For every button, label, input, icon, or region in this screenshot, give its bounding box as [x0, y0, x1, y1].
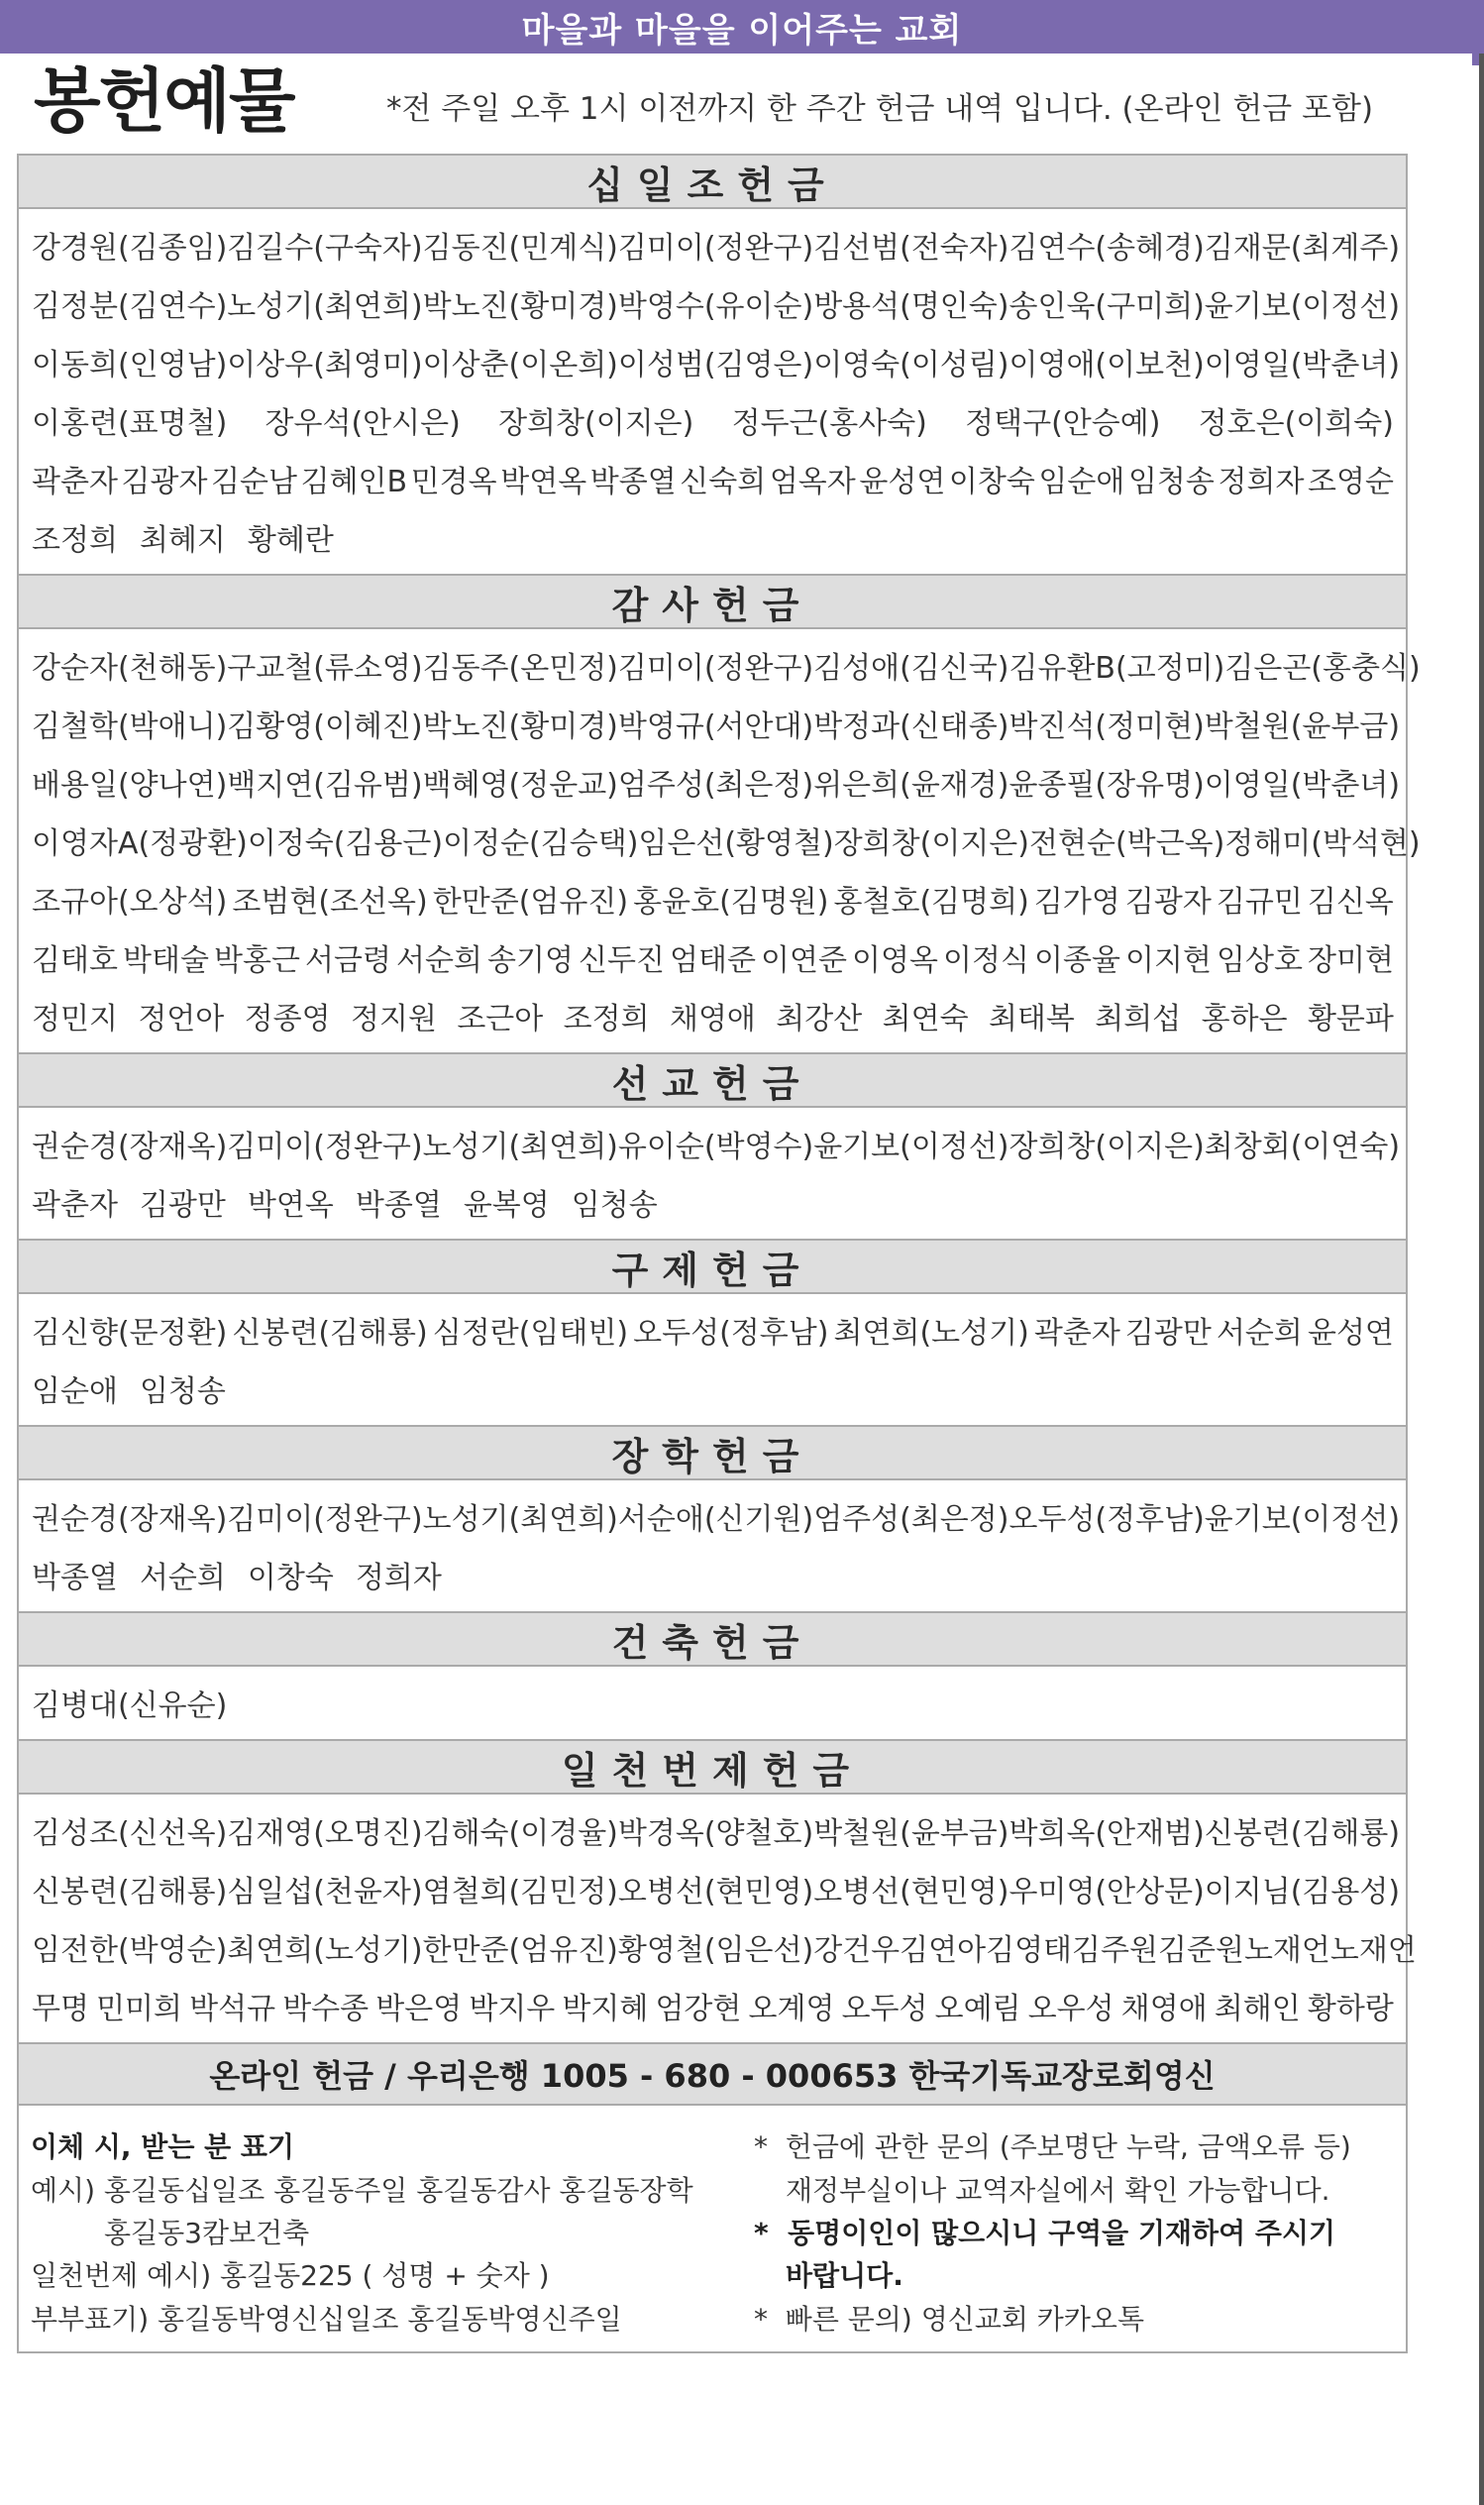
section-donor-list: [19, 1795, 1417, 2042]
donor-name: 장희창(이지은): [498, 405, 694, 441]
donor-name: 정해미(박석현): [1224, 825, 1421, 861]
donor-name: 신봉련(김해룡): [32, 1874, 228, 1909]
donor-name: 임전한(박영순): [32, 1932, 228, 1968]
donor-name: 박연옥: [500, 464, 587, 499]
donor-name: 김성애(김신국): [813, 650, 1009, 686]
donor-name: 노재언: [1329, 1932, 1417, 1968]
donor-name: 임순애: [32, 1373, 118, 1409]
donor-name: 곽춘자: [32, 464, 118, 499]
donor-name: 정희자: [1218, 464, 1305, 499]
section-title: 선교헌금: [19, 1052, 1406, 1108]
donor-name: 김광만: [1124, 1315, 1212, 1351]
donor-name: 노성기(최연희): [422, 1129, 618, 1164]
donor-name: 서금령: [305, 942, 391, 978]
donor-name: 김태호: [32, 942, 118, 978]
section-donor-list: [19, 1480, 1406, 1611]
donor-name: 노성기(최연희): [422, 1501, 618, 1537]
section-title: 감사헌금: [19, 574, 1406, 629]
donor-name: 장우석(안시은): [265, 405, 461, 441]
donor-name: 박정과(신태종): [813, 708, 1009, 744]
donor-name: 조정희: [563, 1001, 650, 1036]
donor-row: [32, 1800, 1401, 1859]
donor-name: 정호은(이희숙): [1198, 405, 1394, 441]
donor-name: 백지연(김유범): [227, 767, 423, 803]
donor-name: 박수종: [282, 1991, 370, 2026]
donor-name: 엄태준: [670, 942, 756, 978]
section-title: 십일조헌금: [19, 156, 1406, 209]
couple-label-example: 부부표기) 홍길동박영신십일조 홍길동박영신주일: [31, 2303, 622, 2336]
donor-name: 서순희: [139, 1560, 226, 1595]
donor-name: 이영일(박춘녀): [1204, 347, 1401, 382]
donor-row: [32, 1917, 1417, 1976]
donor-name: 구교철(류소영): [227, 650, 423, 686]
donor-name: 이정순(김승택): [443, 825, 639, 861]
donor-name: 김황영(이혜진): [227, 708, 423, 744]
donor-name: 채영애: [1120, 1991, 1208, 2026]
donor-name: 민미희: [96, 1991, 183, 2026]
donor-name: 박연옥: [247, 1187, 334, 1223]
donor-name: 김미이(정완구): [227, 1129, 423, 1164]
inquiry-note: * 헌금에 관한 문의 (주보명단 누락, 금액오류 등): [754, 2130, 1351, 2163]
donor-name: 최연희(노성기): [833, 1315, 1029, 1351]
donor-row: [32, 332, 1401, 390]
donor-name: 김동주(온민정): [422, 650, 618, 686]
donor-name: 신숙희: [680, 464, 767, 499]
donor-name: 박노진(황미경): [422, 708, 618, 744]
donor-name: 김재영(오명진): [227, 1815, 423, 1851]
donor-name: 임순애: [1038, 464, 1125, 499]
transfer-label-heading: 이체 시, 받는 분 표기: [31, 2130, 295, 2163]
donor-name: 박노진(황미경): [422, 288, 618, 324]
donor-name: 조범현(조선옥): [232, 884, 428, 920]
thousand-offering-example: 일천번제 예시) 홍길동225 ( 성명 + 숫자 ): [31, 2259, 550, 2292]
donor-name: 이홍련(표명철): [32, 405, 228, 441]
donor-name: 한만준(엄유진): [422, 1932, 618, 1968]
donor-name: 박지우: [469, 1991, 556, 2026]
donor-name: 박태술: [123, 942, 209, 978]
donor-name: 김광자: [121, 464, 208, 499]
donor-name: 최강산: [776, 1001, 863, 1036]
donor-name: 김미이(정완구): [617, 650, 814, 686]
donor-name: 오두성(정후남): [1008, 1501, 1205, 1537]
section-donor-list: [19, 209, 1406, 574]
donor-name: 김연수(송혜경): [1008, 230, 1205, 266]
donor-name: 신두진: [579, 942, 665, 978]
donor-name: 신봉련(김해룡): [1204, 1815, 1401, 1851]
donor-name: 박종열: [32, 1560, 118, 1595]
donor-name: 조규아(오상석): [32, 884, 228, 920]
donor-name: 최희섭: [1095, 1001, 1182, 1036]
donor-name: 박철원(윤부금): [813, 1815, 1009, 1851]
donor-name: 권순경(장재옥): [32, 1501, 228, 1537]
donor-name: 박종열: [589, 464, 677, 499]
donor-name: 곽춘자: [1033, 1315, 1120, 1351]
donor-name: 이동희(인영남): [32, 347, 228, 382]
donor-name: 전현순(박근옥): [1029, 825, 1225, 861]
donor-row: [32, 1114, 1401, 1172]
donor-name: 조정희: [32, 522, 118, 558]
kakaotalk-inquiry-note: * 빠른 문의) 영신교회 카카오톡: [754, 2303, 1145, 2336]
donor-name: 이창숙: [948, 464, 1035, 499]
donor-name: 정두근(홍사숙): [731, 405, 927, 441]
donor-name: 황혜란: [247, 522, 334, 558]
donor-name: 김광자: [1124, 884, 1212, 920]
donor-row: [32, 1486, 1401, 1545]
donor-name: 오두성(정후남): [633, 1315, 829, 1351]
donor-name: 김영태: [986, 1932, 1073, 1968]
donor-name: 김유환B(고정미): [1008, 650, 1225, 686]
donor-row: [32, 927, 1394, 986]
donor-name: 김미이(정완구): [617, 230, 814, 266]
donor-name: 강건우: [813, 1932, 901, 1968]
donor-name: 서순희: [1216, 1315, 1303, 1351]
donor-name: 김신향(문정환): [32, 1315, 228, 1351]
donor-name: 정종영: [244, 1001, 331, 1036]
section-title: 일천번제헌금: [19, 1739, 1406, 1795]
donor-name: 정민지: [32, 1001, 118, 1036]
donor-name: 송인욱(구미희): [1008, 288, 1205, 324]
donor-row: [32, 635, 1421, 694]
donor-row: [32, 1300, 1394, 1359]
donor-name: 무명: [32, 1991, 89, 2026]
donor-name: 김미이(정완구): [227, 1501, 423, 1537]
donor-name: 김신옥: [1307, 884, 1394, 920]
transfer-example-line: 홍길동3캄보건축: [104, 2217, 310, 2249]
donor-name: 송기영: [487, 942, 574, 978]
donor-name: 심일섭(천윤자): [227, 1874, 423, 1909]
donor-name: 황문파: [1307, 1001, 1394, 1036]
donor-row: [32, 694, 1401, 752]
donor-name: 김철학(박애니): [32, 708, 228, 744]
donor-name: 위은희(윤재경): [813, 767, 1009, 803]
online-offering-account: 온라인 헌금 / 우리은행 1005 - 680 - 000653 한국기독교장로회영신: [19, 2042, 1406, 2106]
donor-name: 윤기보(이정선): [1204, 1501, 1401, 1537]
donor-name: 김성조(신선옥): [32, 1815, 228, 1851]
donor-row: [32, 811, 1421, 869]
donor-name: 엄주성(최은정): [617, 767, 814, 803]
donor-name: 이영자A(정광환): [32, 825, 248, 861]
section-title: 구제헌금: [19, 1239, 1406, 1294]
donor-name: 강경원(김종임): [32, 230, 228, 266]
donor-row: [32, 507, 1394, 566]
donor-name: 김준원: [1158, 1932, 1244, 1968]
donor-name: 오예림: [934, 1991, 1021, 2026]
donor-name: 오우성: [1027, 1991, 1114, 2026]
donor-row: [32, 1976, 1394, 2034]
donor-row: [32, 1859, 1401, 1917]
donor-name: 윤복영: [463, 1187, 550, 1223]
donor-name: 임청송: [1127, 464, 1215, 499]
donor-name: 이지현: [1125, 942, 1212, 978]
donor-name: 이영애(이보천): [1008, 347, 1205, 382]
donor-row: [32, 215, 1401, 273]
donor-row: [32, 752, 1401, 811]
donor-name: 김광만: [139, 1187, 226, 1223]
donor-name: 김병대(신유순): [32, 1688, 228, 1723]
donor-name: 김순남: [211, 464, 298, 499]
donor-name: 김정분(김연수): [32, 288, 228, 324]
donor-name: 박진석(정미현): [1008, 708, 1205, 744]
donor-name: 박철원(윤부금): [1204, 708, 1401, 744]
section-title: 건축헌금: [19, 1611, 1406, 1667]
donor-row: [32, 390, 1394, 449]
donor-name: 홍철호(김명희): [833, 884, 1029, 920]
donor-name: 장희창(이지은): [1008, 1129, 1205, 1164]
donor-name: 윤성연: [859, 464, 946, 499]
donor-name: 임청송: [139, 1373, 226, 1409]
donor-name: 이연준: [761, 942, 847, 978]
donor-row: [32, 869, 1394, 927]
donor-name: 박경옥(양철호): [617, 1815, 814, 1851]
donor-name: 엄강현: [655, 1991, 742, 2026]
donor-name: 황하랑: [1307, 1991, 1394, 2026]
donor-name: 강순자(천해동): [32, 650, 228, 686]
donor-name: 심정란(임태빈): [432, 1315, 629, 1351]
donor-name: 조근아: [457, 1001, 544, 1036]
donor-name: 오계영: [748, 1991, 835, 2026]
donor-name: 윤기보(이정선): [1204, 288, 1401, 324]
donor-row: [32, 1359, 1394, 1417]
transfer-example-line: 예시) 홍길동십일조 홍길동주일 홍길동감사 홍길동장학: [31, 2174, 693, 2207]
donor-row: [32, 449, 1394, 507]
donor-name: 장희창(이지은): [833, 825, 1029, 861]
donor-name: 김규민: [1216, 884, 1303, 920]
donor-name: 황영철(임은선): [617, 1932, 814, 1968]
donor-name: 윤성연: [1307, 1315, 1394, 1351]
donor-name: 김가영: [1033, 884, 1120, 920]
donor-name: 채영애: [669, 1001, 756, 1036]
donor-name: 이성범(김영은): [617, 347, 814, 382]
donor-name: 엄옥자: [769, 464, 856, 499]
section-donor-list: [19, 1108, 1406, 1239]
page-title: 봉헌예물: [34, 60, 294, 142]
donor-name: 김선범(전숙자): [813, 230, 1009, 266]
donor-name: 오병선(현민영): [813, 1874, 1009, 1909]
donor-name: 박홍근: [214, 942, 300, 978]
donor-row: [32, 1673, 1394, 1731]
donor-name: 유이순(박영수): [617, 1129, 814, 1164]
donor-name: 노성기(최연희): [227, 288, 423, 324]
donor-name: 최해인: [1214, 1991, 1301, 2026]
donor-name: 염철희(김민정): [422, 1874, 618, 1909]
donor-name: 장미현: [1308, 942, 1394, 978]
donor-name: 백혜영(정운교): [422, 767, 618, 803]
donor-row: [32, 273, 1401, 332]
donor-name: 임은선(황영철): [638, 825, 834, 861]
donor-name: 오두성: [841, 1991, 928, 2026]
section-title: 장학헌금: [19, 1425, 1406, 1480]
donor-name: 정택구(안승예): [965, 405, 1161, 441]
donor-name: 최창회(이연숙): [1204, 1129, 1401, 1164]
donor-name: 권순경(장재옥): [32, 1129, 228, 1164]
donor-name: 박석규: [189, 1991, 276, 2026]
donor-name: 박지혜: [562, 1991, 649, 2026]
donor-name: 이종율: [1034, 942, 1120, 978]
donor-name: 김해숙(이경율): [422, 1815, 618, 1851]
donor-name: 한만준(엄유진): [432, 884, 629, 920]
donor-name: 홍윤호(김명원): [633, 884, 829, 920]
section-donor-list: [19, 1667, 1406, 1739]
donor-name: 윤종필(장유명): [1008, 767, 1205, 803]
church-motto-banner: 마을과 마을을 이어주는 교회: [0, 0, 1484, 54]
donor-name: 우미영(안상문): [1008, 1874, 1205, 1909]
donor-name: 김연아: [900, 1932, 987, 1968]
donor-name: 서순애(신기원): [617, 1501, 814, 1537]
donor-name: 최혜지: [139, 522, 226, 558]
donor-name: 오병선(현민영): [617, 1874, 814, 1909]
donor-name: 이정숙(김용근): [247, 825, 444, 861]
donor-name: 홍하은: [1201, 1001, 1288, 1036]
donor-name: 김주원: [1072, 1932, 1158, 1968]
donor-name: 김혜인B: [300, 464, 408, 499]
donor-name: 이상우(최영미): [227, 347, 423, 382]
offering-period-note: *전 주일 오후 1시 이전까지 한 주간 헌금 내역 입니다. (온라인 헌금 포함): [386, 91, 1374, 127]
donor-name: 박영수(유이순): [617, 288, 814, 324]
donor-name: 최태복: [988, 1001, 1075, 1036]
donor-name: 조영순: [1308, 464, 1394, 499]
donor-name: 배용일(양나연): [32, 767, 228, 803]
donor-name: 노재언: [1243, 1932, 1330, 1968]
donor-name: 임청송: [571, 1187, 658, 1223]
online-offering-info: [19, 2106, 1406, 2351]
page-edge-border: [1479, 54, 1484, 2505]
donor-name: 이지님(김용성): [1204, 1874, 1401, 1909]
donor-name: 최연희(노성기): [227, 1932, 423, 1968]
donor-name: 박종열: [355, 1187, 442, 1223]
donor-name: 엄주성(최은정): [813, 1501, 1009, 1537]
donor-name: 정희자: [355, 1560, 442, 1595]
donor-name: 이창숙: [247, 1560, 334, 1595]
donor-name: 김동진(민계식): [422, 230, 618, 266]
donor-row: [32, 1545, 1394, 1603]
donor-name: 이영숙(이성림): [813, 347, 1009, 382]
donor-name: 곽춘자: [32, 1187, 118, 1223]
donor-name: 이영일(박춘녀): [1204, 767, 1401, 803]
donor-row: [32, 986, 1394, 1044]
donor-row: [32, 1172, 1394, 1231]
donor-name: 박은영: [375, 1991, 463, 2026]
donor-name: 신봉련(김해룡): [232, 1315, 428, 1351]
donor-name: 이상춘(이온희): [422, 347, 618, 382]
offering-sections: [19, 156, 1421, 2042]
offering-table: [17, 154, 1421, 2353]
donor-name: 김길수(구숙자): [227, 230, 423, 266]
donor-name: 윤기보(이정선): [813, 1129, 1009, 1164]
donor-name: 정지원: [350, 1001, 437, 1036]
donor-name: 김은곤(홍충식): [1224, 650, 1421, 686]
donor-name: 임상호: [1217, 942, 1303, 978]
donor-name: 박영규(서안대): [617, 708, 814, 744]
donor-name: 민경옥: [410, 464, 497, 499]
section-donor-list: [19, 629, 1421, 1052]
donor-name: 정언아: [138, 1001, 225, 1036]
donor-name: 이영옥: [852, 942, 938, 978]
same-name-note: * 동명이인이 많으시니 구역을 기재하여 주시기: [754, 2217, 1336, 2249]
donor-name: 방용석(명인숙): [813, 288, 1009, 324]
donor-name: 최연숙: [882, 1001, 969, 1036]
donor-name: 서순희: [396, 942, 482, 978]
donor-name: 김재문(최계주): [1204, 230, 1401, 266]
donor-name: 이정식: [943, 942, 1029, 978]
inquiry-note: 재정부실이나 교역자실에서 확인 가능합니다.: [786, 2174, 1330, 2207]
section-donor-list: [19, 1294, 1406, 1425]
donor-name: 박희옥(안재범): [1008, 1815, 1205, 1851]
same-name-note: 바랍니다.: [786, 2259, 903, 2292]
